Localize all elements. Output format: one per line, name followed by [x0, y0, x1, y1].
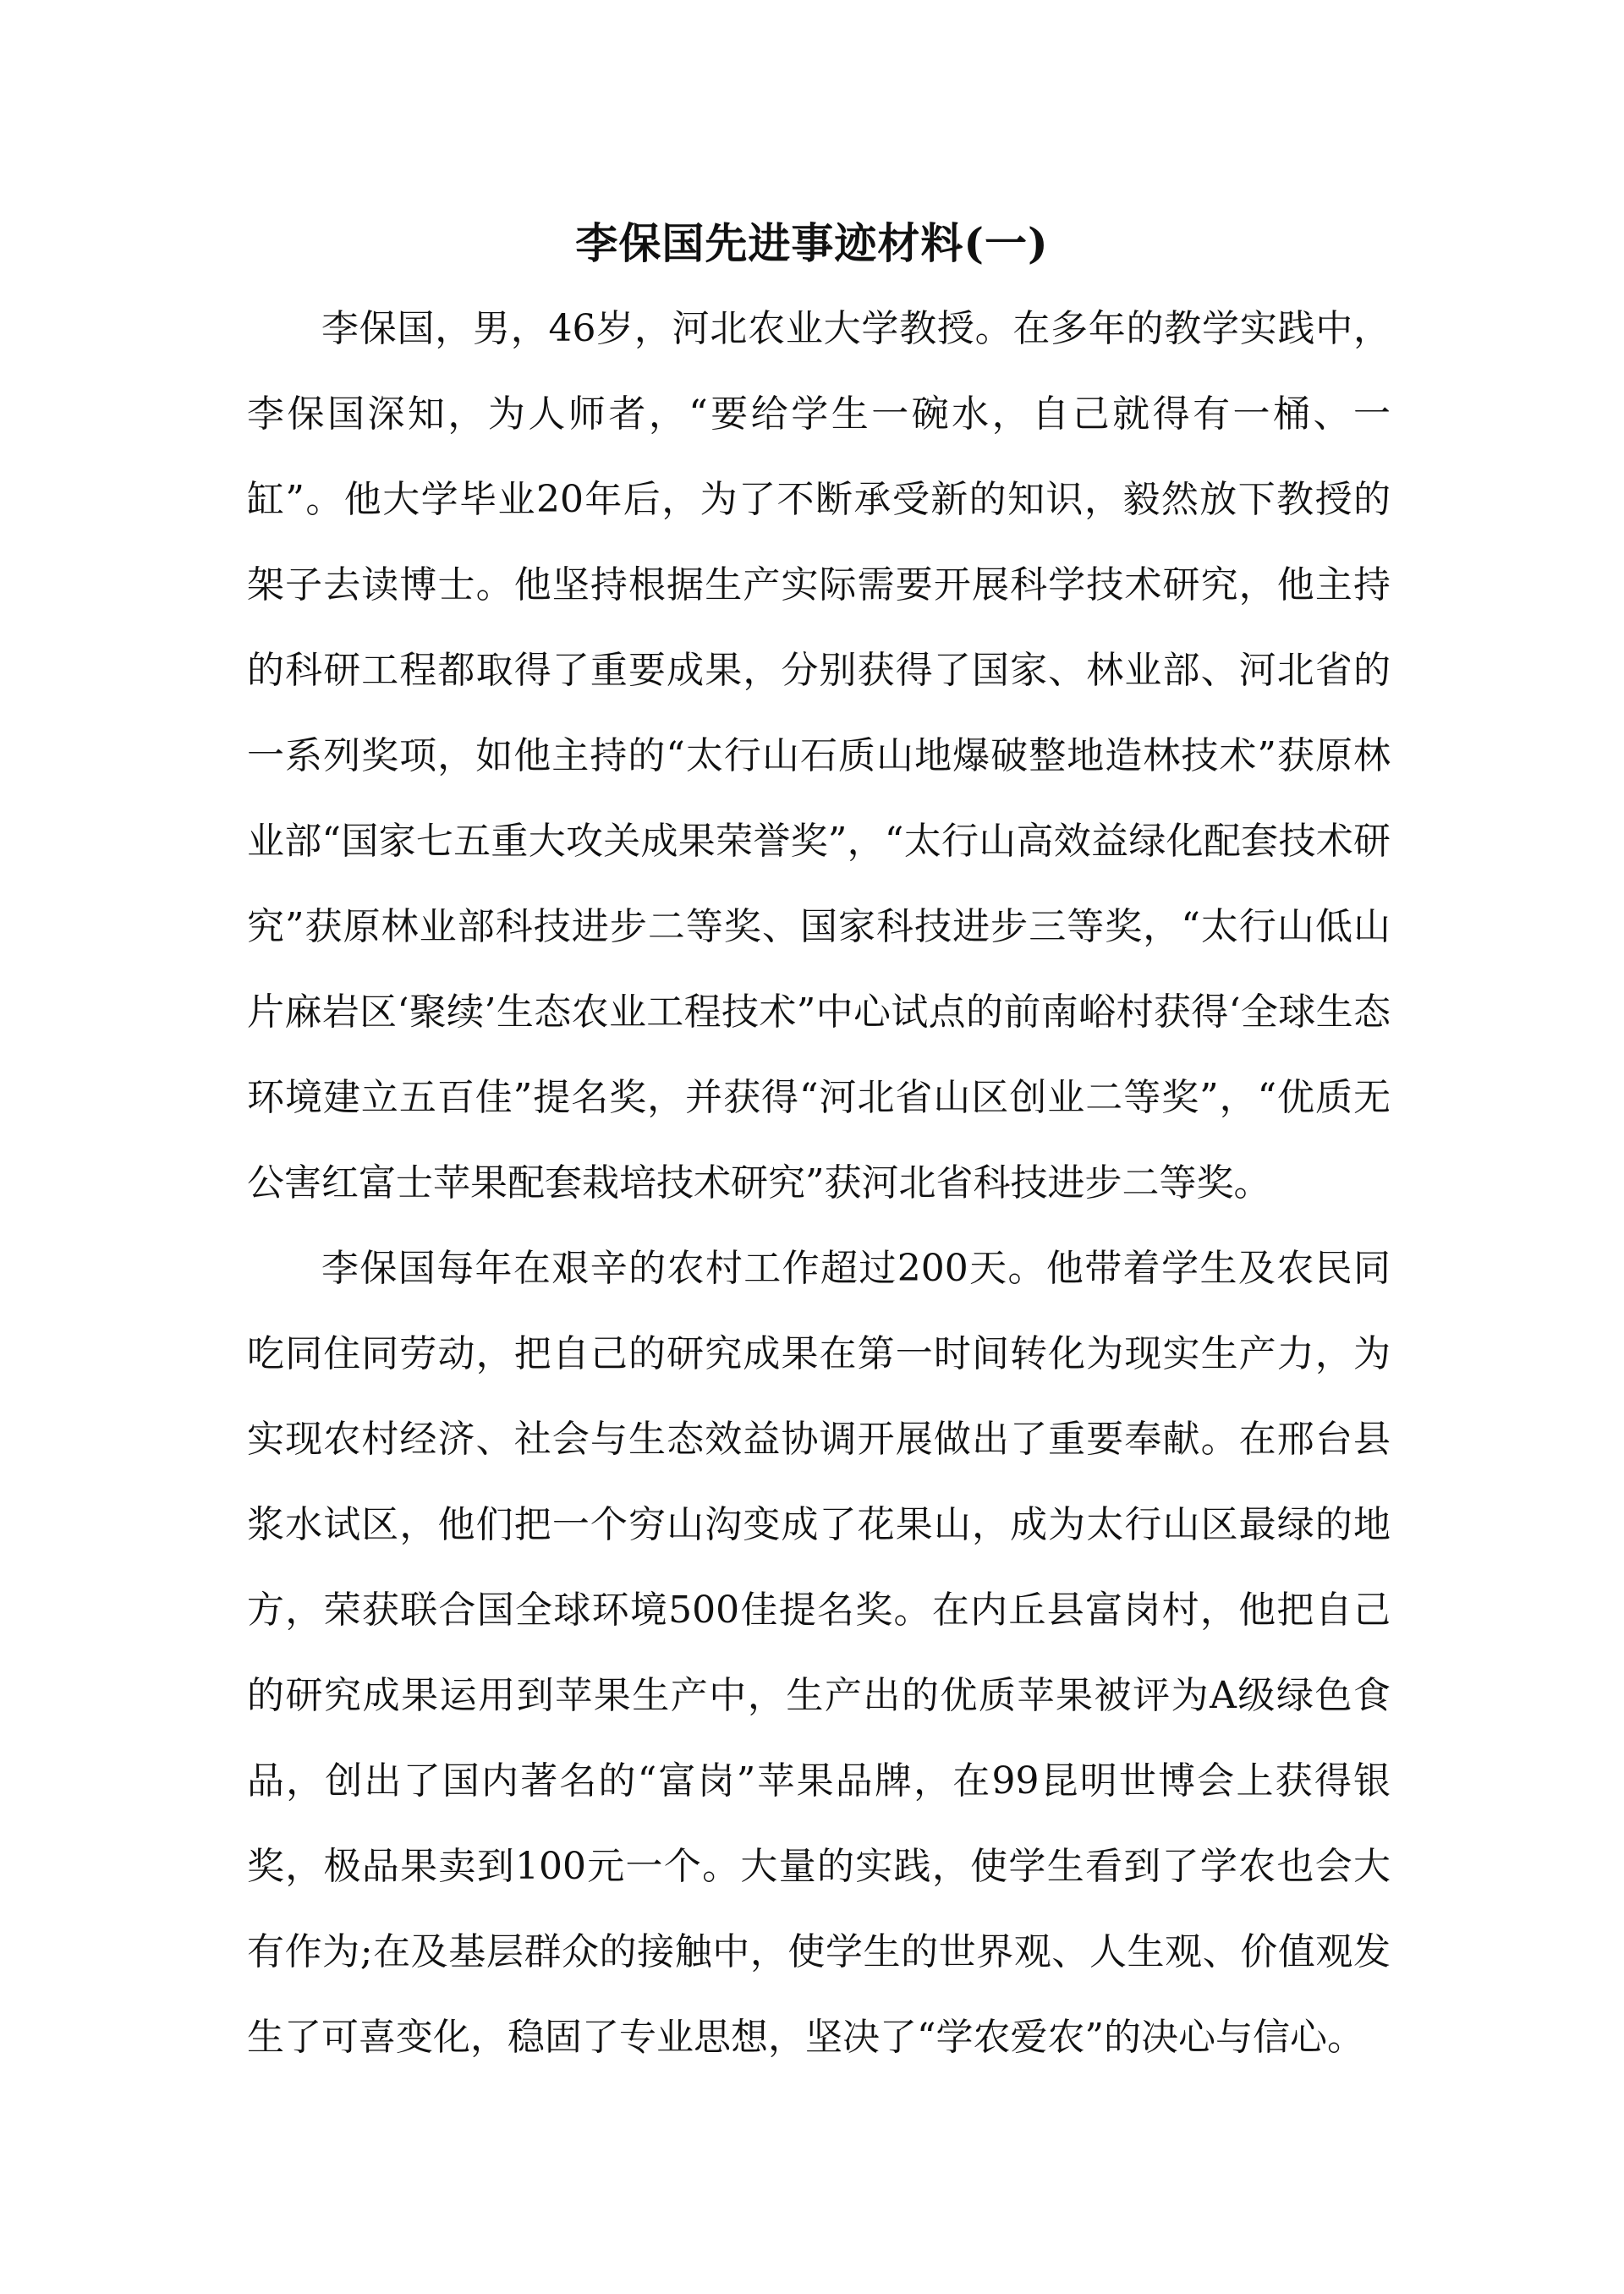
- document-title: 李保国先进事迹材料(一): [575, 218, 1049, 268]
- paragraph-2: 李保国每年在艰辛的农村工作超过200天。他带着学生及农民同吃同住同劳动，把自己的研究成果在第一时间转化为现实生产力，为实现农村经济、社会与生态效益协调开展做出了重要奉献。在邢台县浆水试区，他们把一个穷山沟变成了花果山，成为太行山区最绿的地方，荣获联合国全球环境500佳提名奖。在内丘县富岗村，他把自己的研究成果运用到苹果生产中，生产出的优质苹果被评为A级绿色食品，创出了国内著名的“富岗”苹果品牌，在99昆明世博会上获得银奖，极品果卖到100元一个。大量的实践，使学生看到了学农也会大有作为;在及基层群众的接触中，使学生的世界观、人生观、价值观发生了可喜变化，稳固了专业思想，坚决了“学农爱农”的决心与信心。: [247, 1247, 1391, 2059]
- paragraph-1: 李保国，男，46岁，河北农业大学教授。在多年的教学实践中，李保国深知，为人师者，“要给学生一碗水，自己就得有一桶、一缸”。他大学毕业20年后，为了不断承受新的知识，毅然放下教授的架子去读博士。他坚持根据生产实际需要开展科学技术研究，他主持的科研工程都取得了重要成果，分别获得了国家、林业部、河北省的一系列奖项，如他主持的“太行山石质山地爆破整地造林技术”获原林业部“国家七五重大攻关成果荣誉奖”，“太行山高效益绿化配套技术研究”获原林业部科技进步二等奖、国家科技进步三等奖，“太行山低山片麻岩区‘聚续’生态农业工程技术”中心试点的前南峪村获得‘全球生态环境建立五百佳”提名奖，并获得“河北省山区创业二等奖”，“优质无公害红富士苹果配套栽培技术研究”获河北省科技进步二等奖。: [247, 307, 1391, 1205]
- document-body: [247, 286, 1391, 2080]
